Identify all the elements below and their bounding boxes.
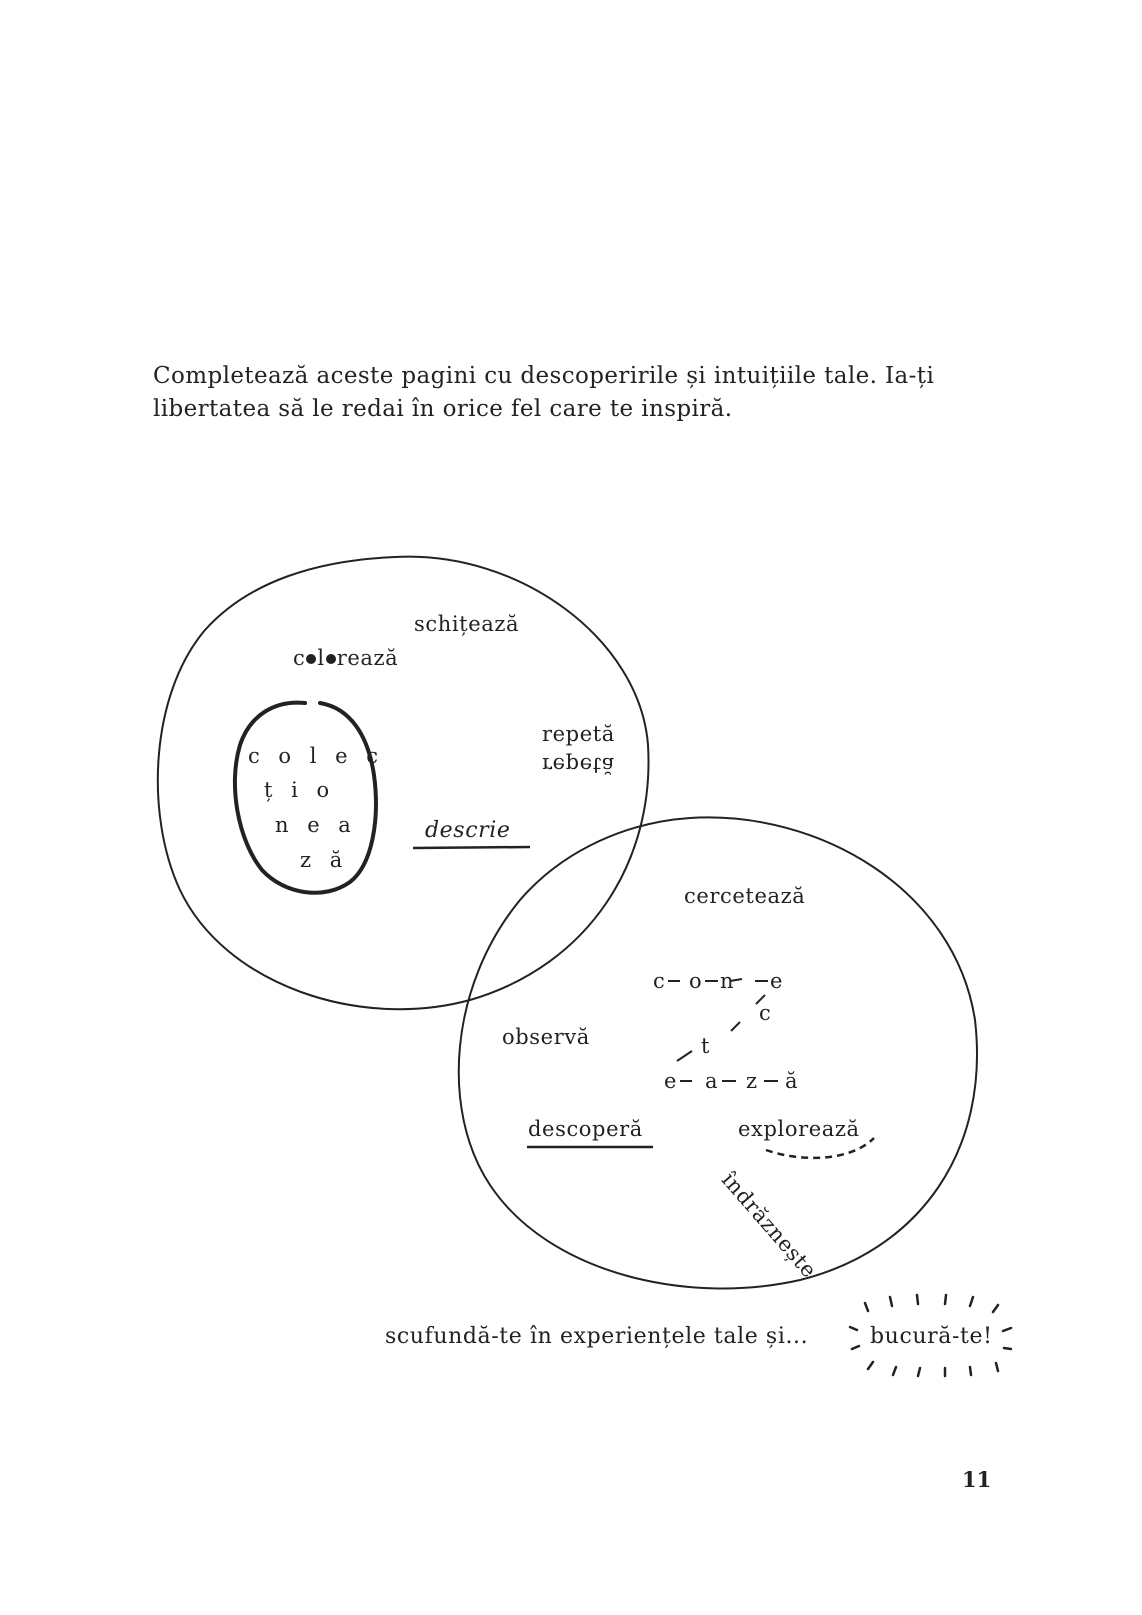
- word-repeta: repetă: [542, 722, 615, 746]
- coloreaza-rest: rează: [336, 646, 399, 670]
- word-repeta-mirrored: repetă: [542, 753, 615, 777]
- conecteaza-letter: o: [689, 969, 703, 993]
- left-circle: [158, 557, 649, 1010]
- conecteaza-letter: e: [770, 969, 784, 993]
- conecteaza-connectors: [668, 979, 778, 1081]
- intro-line-1: Completează aceste pagini cu descoperirile și intuițiile tale. Ia-ți: [153, 363, 935, 389]
- page-number: 11: [962, 1467, 992, 1492]
- footer-highlight: bucură-te!: [870, 1324, 993, 1349]
- word-descrie: descrie: [425, 818, 511, 843]
- colectioneaza-line-1: c o l e c: [248, 744, 385, 768]
- coloreaza-dot-o2: [326, 654, 336, 664]
- conecteaza-letter: ă: [785, 1069, 799, 1093]
- word-cerceteaza: cercetează: [684, 884, 806, 908]
- footer-text: scufundă-te în experiențele tale și...: [385, 1324, 809, 1349]
- conecteaza-letter: c: [653, 969, 666, 993]
- word-exploreaza: explorează: [738, 1117, 860, 1141]
- coloreaza-dot-o1: [306, 654, 316, 664]
- word-observa: observă: [502, 1025, 590, 1049]
- intro-line-2: libertatea să le redai în orice fel care te inspiră.: [153, 396, 733, 422]
- coloreaza-l: l: [317, 646, 325, 670]
- colectioneaza-line-2: ț i o: [264, 778, 336, 802]
- conecteaza-letter: t: [701, 1034, 711, 1058]
- conecteaza-letter: n: [720, 969, 735, 993]
- conecteaza-letter: a: [705, 1069, 719, 1093]
- word-schiteaza: schițează: [414, 612, 520, 636]
- conecteaza-letter: z: [746, 1069, 758, 1093]
- colectioneaza-line-4: z ă: [300, 848, 349, 872]
- word-indrazneste: îndrăznește: [716, 1167, 822, 1283]
- word-descopera: descoperă: [528, 1117, 643, 1141]
- conecteaza-letter: c: [759, 1001, 772, 1025]
- coloreaza-c: c: [293, 646, 306, 670]
- word-coloreaza: [293, 648, 398, 669]
- colectioneaza-line-3: n e a: [275, 813, 357, 837]
- conecteaza-letter: e: [664, 1069, 678, 1093]
- descrie-underline: [413, 847, 530, 848]
